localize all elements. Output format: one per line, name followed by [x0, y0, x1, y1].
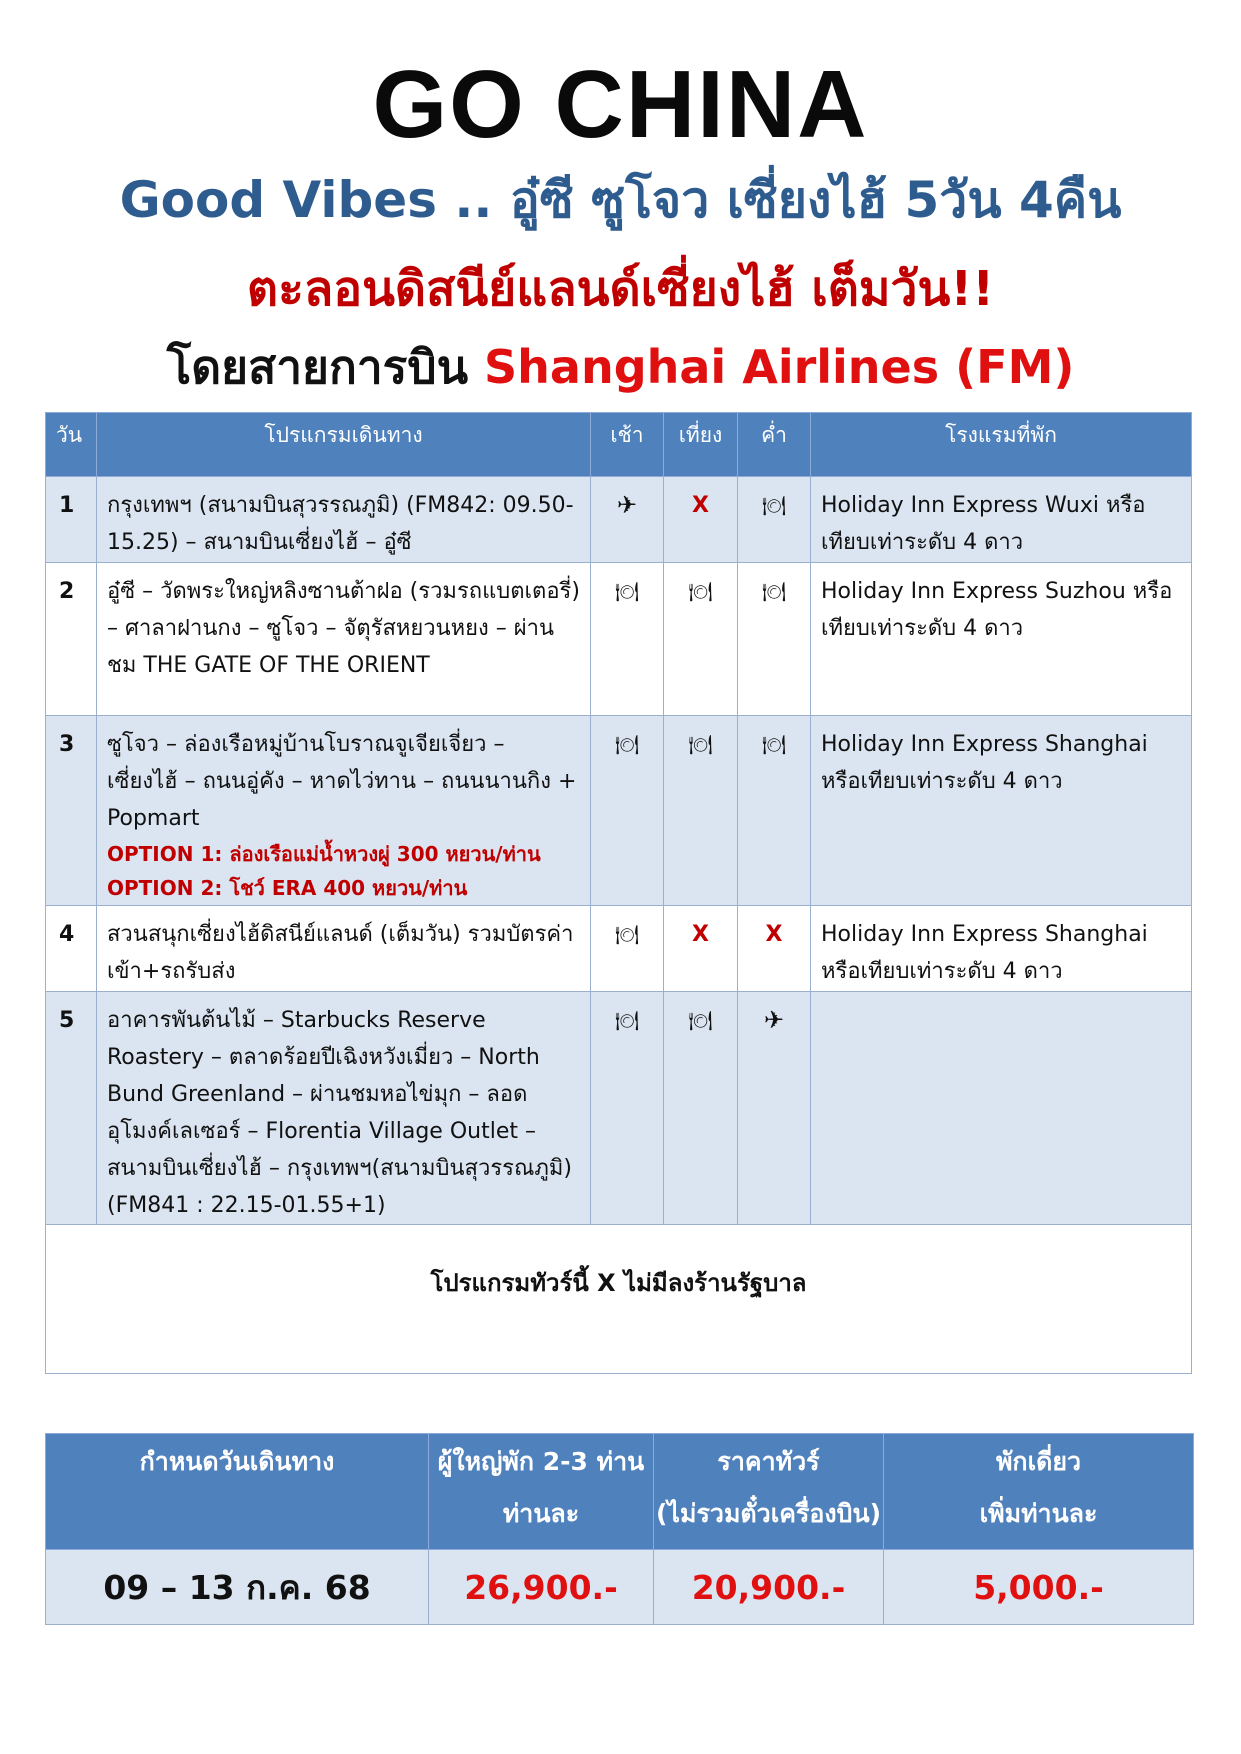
program-text: กรุงเทพฯ (สนามบินสุวรรณภูมิ) (FM842: 09.50-15.25) – สนามบินเซี่ยงไฮ้ – อู๋ซี: [107, 493, 574, 555]
tour-subtitle: Good Vibes .. อู๋ซี ซูโจว เซี่ยงไฮ้ 5วัน 4คืน: [119, 171, 1122, 229]
day-number: 3: [46, 716, 97, 906]
dinner-cell: [738, 906, 811, 992]
itinerary-note-row: [46, 1225, 1192, 1374]
lunch-cell: [664, 906, 738, 992]
meal-included-icon: 🍽: [761, 581, 787, 603]
meal-excluded-mark: X: [692, 922, 709, 947]
meal-included-icon: 🍽: [614, 924, 640, 946]
dinner-cell: [738, 716, 811, 906]
meal-excluded-mark: X: [765, 922, 783, 947]
lunch-cell: [664, 716, 738, 906]
airline-line: [0, 336, 1241, 398]
meal-included-icon: 🍽: [688, 1010, 713, 1032]
airplane-icon: ✈: [763, 1006, 785, 1034]
meal-excluded-mark: X: [692, 493, 709, 518]
tour-header-line1: ราคาทัวร์: [717, 1447, 820, 1476]
travel-date-cell: 09 – 13 ก.ค. 68: [46, 1550, 429, 1625]
price-header-row: [46, 1434, 1194, 1550]
program-text: อู๋ซี – วัดพระใหญ่หลิงซานต้าฝอ (รวมรถแบตเตอรี่) – ศาลาฝานกง – ซูโจว – จัตุรัสหยวนหยง – ผ่านชม THE GATE OF THE ORIENT: [107, 579, 580, 678]
meal-included-icon: 🍽: [614, 734, 640, 756]
day-number: 2: [46, 563, 97, 716]
meal-included-icon: 🍽: [614, 1010, 640, 1032]
program-text: ซูโจว – ล่องเรือหมู่บ้านโบราณจูเจียเจี่ยว – เซี่ยงไฮ้ – ถนนอู่คัง – หาดไว่ทาน – ถนนนานกิง + Popmart: [107, 732, 577, 831]
adult-header-line1: ผู้ใหญ่พัก 2-3 ท่าน: [437, 1447, 645, 1476]
breakfast-cell: [591, 563, 664, 716]
program-cell: [97, 906, 591, 992]
lunch-cell: [664, 992, 738, 1225]
lunch-cell: [664, 477, 738, 563]
col-breakfast: เช้า: [591, 413, 664, 477]
hotel-cell: Holiday Inn Express Wuxi หรือเทียบเท่าระดับ 4 ดาว: [811, 477, 1192, 563]
airline-prefix: โดยสายการบิน: [166, 340, 469, 394]
breakfast-cell: [591, 716, 664, 906]
dinner-cell: [738, 477, 811, 563]
meal-included-icon: 🍽: [761, 495, 787, 517]
itinerary-row: [46, 906, 1192, 992]
meal-included-icon: 🍽: [688, 581, 713, 603]
itinerary-table: [45, 412, 1192, 1374]
program-text: สวนสนุกเซี่ยงไฮ้ดิสนีย์แลนด์ (เต็มวัน) รวมบัตรค่าเข้า+รถรับส่ง: [107, 922, 574, 984]
program-cell: [97, 477, 591, 563]
itinerary-row: [46, 992, 1192, 1225]
hotel-cell: Holiday Inn Express Shanghai หรือเทียบเท่าระดับ 4 ดาว: [811, 716, 1192, 906]
lunch-cell: [664, 563, 738, 716]
single-supplement-cell: 5,000.-: [884, 1550, 1194, 1625]
itinerary-row: [46, 563, 1192, 716]
meal-included-icon: 🍽: [761, 734, 787, 756]
col-hotel: โรงแรมที่พัก: [811, 413, 1192, 477]
itinerary-header-row: [46, 413, 1192, 477]
breakfast-cell: [591, 992, 664, 1225]
brand-title: GO CHINA: [372, 51, 869, 158]
price-table: [45, 1433, 1194, 1625]
no-government-shop-note: โปรแกรมทัวร์นี้ X ไม่มีลงร้านรัฐบาล: [46, 1225, 1192, 1374]
optional-tour: OPTION 2: โชว์ ERA 400 หยวน/ท่าน: [107, 876, 468, 900]
meal-included-icon: 🍽: [614, 581, 640, 603]
optional-tour: OPTION 1: ล่องเรือแม่น้ำหวงผู่ 300 หยวน/ท่าน: [107, 842, 541, 866]
itinerary-row: [46, 716, 1192, 906]
single-header-line2: เพิ่มท่านละ: [979, 1499, 1098, 1528]
tour-header-line2: (ไม่รวมตั๋วเครื่องบิน): [656, 1499, 881, 1528]
meal-included-icon: 🍽: [688, 734, 713, 756]
col-tour-price: [654, 1434, 884, 1550]
program-text: อาคารพันต้นไม้ – Starbucks Reserve Roastery – ตลาดร้อยปีเฉิงหวังเมี่ยว – North Bund Greenland – ผ่านชมหอไข่มุก – ลอดอุโมงค์เลเซอร์ – Florentia Village Outlet – สนามบินเซี่ยงไฮ้ – กรุงเทพฯ(สนามบินสุวรรณภูมิ) (FM841 : 22.15-01.55+1): [107, 1008, 572, 1218]
col-adult-price: [429, 1434, 654, 1550]
tour-highlight: ตะลอนดิสนีย์แลนด์เซี่ยงไฮ้ เต็มวัน!!: [246, 261, 995, 317]
breakfast-cell: [591, 906, 664, 992]
day-number: 1: [46, 477, 97, 563]
tour-price-cell: 20,900.-: [654, 1550, 884, 1625]
col-lunch: เที่ยง: [664, 413, 738, 477]
day-number: 4: [46, 906, 97, 992]
dinner-cell: [738, 563, 811, 716]
hotel-cell: [811, 992, 1192, 1225]
adult-header-line2: ท่านละ: [502, 1499, 580, 1528]
itinerary-row: [46, 477, 1192, 563]
program-cell: [97, 716, 591, 906]
adult-price-cell: 26,900.-: [429, 1550, 654, 1625]
day-number: 5: [46, 992, 97, 1225]
dinner-cell: [738, 992, 811, 1225]
breakfast-cell: [591, 477, 664, 563]
col-single-supplement: [884, 1434, 1194, 1550]
col-program: โปรแกรมเดินทาง: [97, 413, 591, 477]
col-dinner: ค่ำ: [738, 413, 811, 477]
program-cell: [97, 563, 591, 716]
hotel-cell: Holiday Inn Express Shanghai หรือเทียบเท่าระดับ 4 ดาว: [811, 906, 1192, 992]
airline-name: Shanghai Airlines (FM): [484, 340, 1075, 394]
price-row: [46, 1550, 1194, 1625]
col-travel-date: กำหนดวันเดินทาง: [46, 1434, 429, 1550]
program-cell: [97, 992, 591, 1225]
airplane-icon: ✈: [616, 491, 638, 519]
single-header-line1: พักเดี่ยว: [995, 1447, 1082, 1476]
col-day: วัน: [46, 413, 97, 477]
hotel-cell: Holiday Inn Express Suzhou หรือเทียบเท่าระดับ 4 ดาว: [811, 563, 1192, 716]
